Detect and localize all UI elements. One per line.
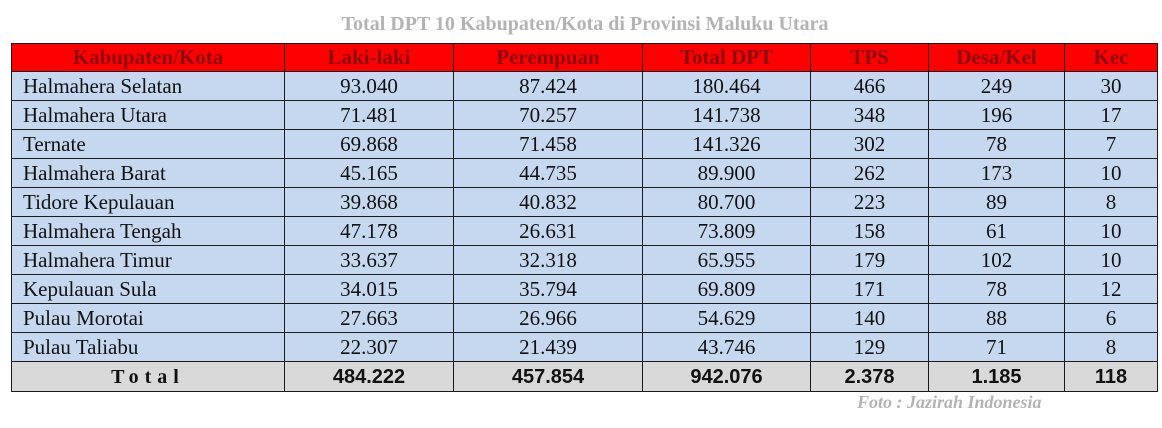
cell-laki-laki: 33.637	[285, 246, 454, 275]
header-row	[12, 44, 1158, 72]
cell-total-dpt: 43.746	[643, 333, 811, 362]
cell-desa-kel: 89	[929, 188, 1065, 217]
cell-tps: 158	[811, 217, 929, 246]
cell-kabupaten: Halmahera Tengah	[12, 217, 285, 246]
cell-desa-kel: 78	[929, 275, 1065, 304]
cell-kec: 10	[1065, 159, 1158, 188]
cell-laki-laki: 34.015	[285, 275, 454, 304]
column-header-perempuan: Perempuan	[454, 44, 643, 72]
cell-kec: 10	[1065, 246, 1158, 275]
cell-total-dpt: 141.738	[643, 101, 811, 130]
cell-kabupaten: Pulau Taliabu	[12, 333, 285, 362]
cell-perempuan: 44.735	[454, 159, 643, 188]
cell-total-dpt: 180.464	[643, 72, 811, 101]
cell-desa-kel: 61	[929, 217, 1065, 246]
cell-total-dpt: 69.809	[643, 275, 811, 304]
cell-total-dpt: 89.900	[643, 159, 811, 188]
table-row	[12, 159, 1158, 188]
cell-tps: 223	[811, 188, 929, 217]
cell-tps: 348	[811, 101, 929, 130]
cell-kec: 10	[1065, 217, 1158, 246]
column-header-desa-kel: Desa/Kel	[929, 44, 1065, 72]
total-tps: 2.378	[811, 362, 929, 392]
cell-total-dpt: 80.700	[643, 188, 811, 217]
column-header-laki-laki: Laki-laki	[285, 44, 454, 72]
total-dpt: 942.076	[643, 362, 811, 392]
cell-kabupaten: Pulau Morotai	[12, 304, 285, 333]
table-row	[12, 130, 1158, 159]
cell-desa-kel: 196	[929, 101, 1065, 130]
table-row	[12, 72, 1158, 101]
table-row	[12, 188, 1158, 217]
cell-laki-laki: 39.868	[285, 188, 454, 217]
cell-kabupaten: Kepulauan Sula	[12, 275, 285, 304]
cell-tps: 262	[811, 159, 929, 188]
photo-credit: Foto : Jazirah Indonesia	[857, 392, 1042, 412]
total-desa-kel: 1.185	[929, 362, 1065, 392]
table-row	[12, 217, 1158, 246]
cell-perempuan: 26.966	[454, 304, 643, 333]
table-title: Total DPT 10 Kabupaten/Kota di Provinsi Maluku Utara	[341, 13, 829, 35]
table-row	[12, 333, 1158, 362]
cell-tps: 140	[811, 304, 929, 333]
cell-kec: 6	[1065, 304, 1158, 333]
cell-laki-laki: 47.178	[285, 217, 454, 246]
cell-kec: 12	[1065, 275, 1158, 304]
total-perempuan: 457.854	[454, 362, 643, 392]
cell-desa-kel: 173	[929, 159, 1065, 188]
cell-tps: 129	[811, 333, 929, 362]
cell-perempuan: 70.257	[454, 101, 643, 130]
cell-laki-laki: 22.307	[285, 333, 454, 362]
cell-perempuan: 71.458	[454, 130, 643, 159]
cell-desa-kel: 88	[929, 304, 1065, 333]
cell-total-dpt: 141.326	[643, 130, 811, 159]
table-row	[12, 246, 1158, 275]
column-header-total-dpt: Total DPT	[643, 44, 811, 72]
table-row	[12, 304, 1158, 333]
cell-total-dpt: 73.809	[643, 217, 811, 246]
cell-total-dpt: 54.629	[643, 304, 811, 333]
table-row	[12, 101, 1158, 130]
cell-perempuan: 26.631	[454, 217, 643, 246]
cell-laki-laki: 45.165	[285, 159, 454, 188]
cell-tps: 179	[811, 246, 929, 275]
cell-kec: 8	[1065, 188, 1158, 217]
cell-kabupaten: Halmahera Selatan	[12, 72, 285, 101]
column-header-tps: TPS	[811, 44, 929, 72]
total-row	[12, 362, 1158, 392]
total-label: Total	[12, 362, 285, 392]
cell-desa-kel: 78	[929, 130, 1065, 159]
cell-laki-laki: 93.040	[285, 72, 454, 101]
cell-kabupaten: Halmahera Barat	[12, 159, 285, 188]
cell-kabupaten: Halmahera Utara	[12, 101, 285, 130]
cell-laki-laki: 69.868	[285, 130, 454, 159]
cell-desa-kel: 249	[929, 72, 1065, 101]
cell-perempuan: 32.318	[454, 246, 643, 275]
cell-perempuan: 21.439	[454, 333, 643, 362]
total-laki-laki: 484.222	[285, 362, 454, 392]
cell-total-dpt: 65.955	[643, 246, 811, 275]
cell-laki-laki: 71.481	[285, 101, 454, 130]
cell-tps: 302	[811, 130, 929, 159]
cell-perempuan: 35.794	[454, 275, 643, 304]
cell-desa-kel: 102	[929, 246, 1065, 275]
table-row	[12, 275, 1158, 304]
column-header-kec: Kec	[1065, 44, 1158, 72]
cell-tps: 171	[811, 275, 929, 304]
cell-tps: 466	[811, 72, 929, 101]
cell-laki-laki: 27.663	[285, 304, 454, 333]
cell-kec: 17	[1065, 101, 1158, 130]
cell-kec: 7	[1065, 130, 1158, 159]
cell-kec: 8	[1065, 333, 1158, 362]
column-header-kabupaten: Kabupaten/Kota	[12, 44, 285, 72]
cell-kabupaten: Tidore Kepulauan	[12, 188, 285, 217]
cell-kabupaten: Halmahera Timur	[12, 246, 285, 275]
cell-perempuan: 40.832	[454, 188, 643, 217]
dpt-table	[11, 43, 1158, 392]
cell-kabupaten: Ternate	[12, 130, 285, 159]
cell-kec: 30	[1065, 72, 1158, 101]
cell-desa-kel: 71	[929, 333, 1065, 362]
cell-perempuan: 87.424	[454, 72, 643, 101]
total-kec: 118	[1065, 362, 1158, 392]
